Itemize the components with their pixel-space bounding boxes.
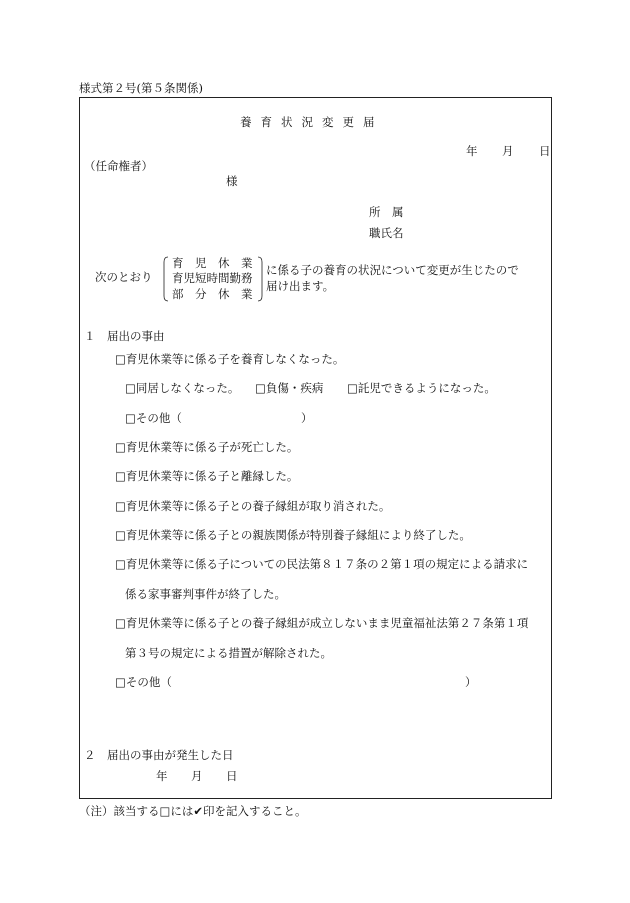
reason-other-close: ） [465, 675, 477, 689]
occurrence-year-label: 年 [156, 769, 168, 783]
reason-sub-not-cohabiting: □同居しなくなった。 [125, 381, 240, 395]
reason-no-longer-raising: □育児休業等に係る子を養育しなくなった。 [115, 352, 345, 366]
date-day-label: 日 [539, 144, 551, 158]
statement-option-partial-leave: 部 分 休 業 [172, 287, 253, 301]
reason-child-welfare-measure-cont: 第３号の規定による措置が解除された。 [125, 646, 332, 660]
honorific-label: 様 [226, 174, 238, 188]
reason-civil-code-request-cont: 係る家事審判事件が終了した。 [125, 587, 286, 601]
appointer-label: （任命権者） [84, 159, 153, 173]
reason-child-welfare-measure: □育児休業等に係る子との養子縁組が成立しないまま児童福祉法第２７条第１項 [115, 616, 529, 630]
affiliation-label: 所 属 [369, 205, 404, 219]
name-label: 職氏名 [369, 226, 404, 240]
statement-suffix-line2: 届け出ます。 [266, 279, 335, 293]
statement-brace-left [163, 256, 169, 302]
footnote: （注）該当する□には✔印を記入すること。 [79, 804, 307, 818]
reason-sub-childcare-available: □託児できるようになった。 [347, 381, 496, 395]
section2-heading: ２ 届出の事由が発生した日 [84, 748, 234, 762]
reason-child-died: □育児休業等に係る子が死亡した。 [115, 440, 299, 454]
date-month-label: 月 [502, 144, 514, 158]
statement-option-short-hours: 育児短時間勤務 [172, 271, 253, 285]
occurrence-day-label: 日 [226, 769, 238, 783]
statement-suffix-line1: に係る子の養育の状況について変更が生じたので [266, 263, 519, 277]
reason-sub-other-close: ） [301, 411, 313, 425]
reason-sub-other-open: □その他（ [125, 411, 182, 425]
statement-option-childcare-leave: 育 児 休 業 [172, 256, 253, 270]
occurrence-month-label: 月 [191, 769, 203, 783]
reason-sub-injury-illness: □負傷・疾病 [255, 381, 324, 395]
statement-prefix: 次のとおり [95, 270, 153, 284]
reason-special-adoption: □育児休業等に係る子との親族関係が特別養子縁組により終了した。 [115, 528, 471, 542]
reason-civil-code-request: □育児休業等に係る子についての民法第８１７条の２第１項の規定による請求に [115, 557, 529, 571]
reason-other-open: □その他（ [115, 675, 172, 689]
statement-brace-right [257, 256, 263, 302]
section1-heading: １ 届出の事由 [84, 329, 165, 343]
form-number: 様式第２号(第５条関係) [79, 81, 203, 95]
form-title: 養 育 状 況 変 更 届 [240, 115, 375, 129]
reason-adoption-dissolved: □育児休業等に係る子と離縁した。 [115, 469, 299, 483]
date-year-label: 年 [466, 144, 478, 158]
reason-adoption-cancelled: □育児休業等に係る子との養子縁組が取り消された。 [115, 499, 391, 513]
